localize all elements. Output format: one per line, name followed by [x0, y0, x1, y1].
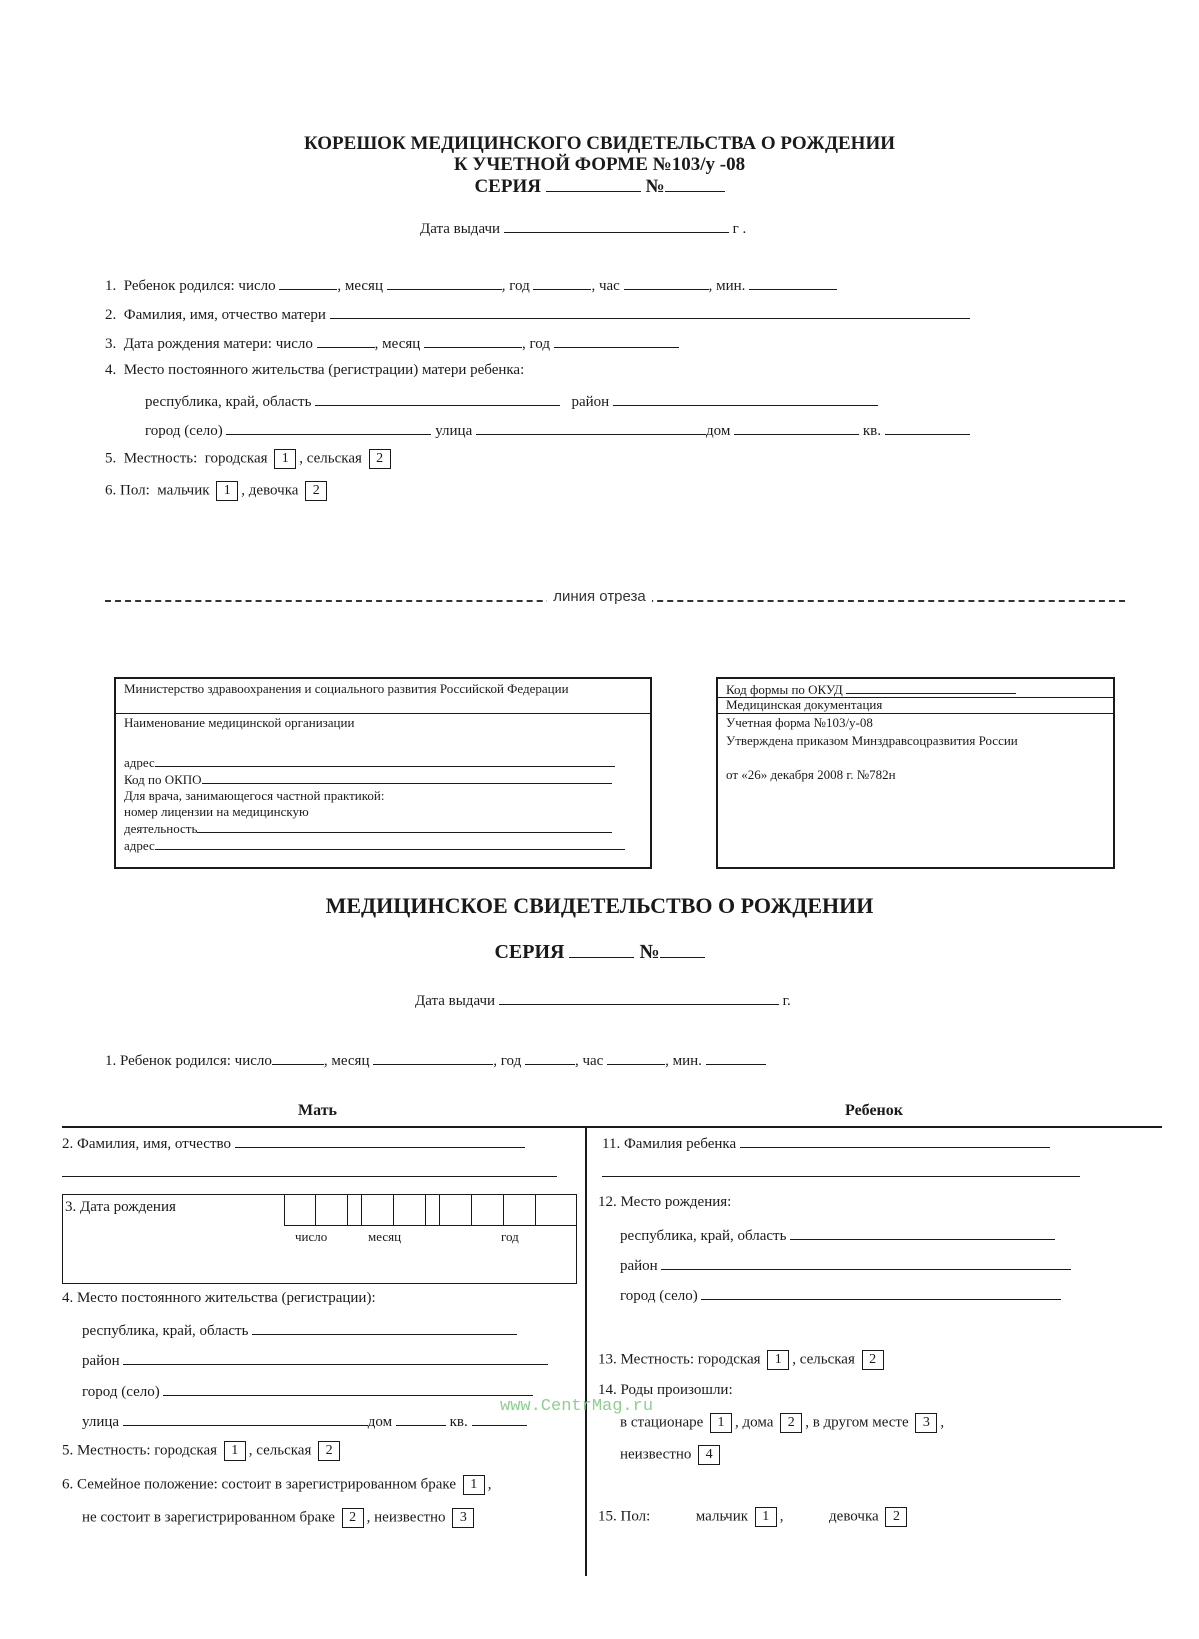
rural-checkbox[interactable]: 2	[369, 449, 391, 469]
stub-item4-city	[145, 420, 970, 440]
month-label: , месяц	[337, 278, 383, 294]
girl-label: девочка	[829, 1508, 879, 1525]
m5-row	[62, 1441, 343, 1461]
stub-issue-date	[420, 218, 746, 238]
address-field[interactable]	[155, 754, 615, 767]
street-field[interactable]	[476, 420, 706, 435]
m2-row	[62, 1133, 525, 1153]
okpo-label: Код по ОКПО	[124, 772, 202, 787]
ministry-text: Министерство здравоохранения и социального развития Российской Федерации	[124, 681, 569, 696]
address-label: адрес	[124, 755, 155, 770]
stub-title-line2: К УЧЕТНОЙ ФОРМЕ №103/у -08	[453, 154, 746, 175]
okud-label: Код формы по ОКУД	[726, 682, 843, 697]
m2-extra-line	[62, 1176, 557, 1177]
house-label: дом	[706, 423, 731, 439]
license-row	[124, 820, 612, 837]
dob-cell	[393, 1195, 394, 1225]
form-number: Учетная форма №103/у-08	[726, 715, 873, 730]
issue-date-label: Дата выдачи	[420, 221, 501, 237]
dob-day-label: число	[295, 1229, 328, 1244]
series-field[interactable]	[569, 943, 634, 958]
item-label: Фамилия, имя, отчество матери	[123, 307, 326, 323]
min-label: , мин.	[665, 1053, 702, 1069]
rural-label: , сельская	[299, 450, 362, 467]
month-field[interactable]	[387, 275, 502, 290]
m4-district-row	[82, 1350, 548, 1370]
item-number: 2.	[105, 307, 117, 323]
house-field[interactable]	[734, 420, 859, 435]
stub-series	[0, 176, 1199, 198]
rural-label: , сельская	[792, 1351, 855, 1368]
dob-cell	[503, 1195, 504, 1225]
child-name-field[interactable]	[740, 1133, 1050, 1148]
stub-item4-region	[145, 391, 878, 411]
series-field[interactable]	[546, 177, 641, 192]
other-place-label: , в другом месте	[805, 1414, 909, 1431]
private-practice-label: Для врача, занимающегося частной практикой:	[124, 788, 385, 803]
number-field[interactable]	[660, 943, 705, 958]
stub-item2	[105, 304, 970, 324]
item-label: Дата рождения матери: число	[123, 336, 313, 352]
hour-label: , час	[591, 278, 620, 294]
city-label: город (село)	[82, 1384, 160, 1400]
rural-checkbox[interactable]: 2	[318, 1441, 340, 1461]
region-label: республика, край, область	[145, 394, 312, 410]
license-line1: номер лицензии на медицинскую	[124, 804, 309, 819]
item-label: Место постоянного жительства (регистрации) матери ребенка:	[123, 362, 525, 378]
year-label: , год	[522, 336, 551, 352]
m4-street-row	[82, 1411, 527, 1431]
city-field[interactable]	[163, 1381, 533, 1396]
c12-label: 12. Место рождения:	[598, 1194, 732, 1210]
stub-item5	[105, 449, 394, 469]
c15-row: 15. Пол: мальчик 1 , девочка 2	[598, 1507, 910, 1527]
m4-city-row	[82, 1381, 533, 1401]
other-place-checkbox[interactable]: 3	[915, 1413, 937, 1433]
district-field[interactable]	[123, 1350, 548, 1365]
hour-label: , час	[574, 1053, 604, 1069]
district-field[interactable]	[661, 1255, 1071, 1270]
c12-district-row	[620, 1255, 1071, 1275]
dob-cell	[535, 1195, 536, 1225]
unknown-label: , неизвестно	[366, 1509, 446, 1526]
boy-label: мальчик	[695, 1508, 749, 1525]
okud-field[interactable]	[846, 681, 1016, 694]
c11-row	[602, 1133, 1050, 1153]
m4-region-row	[82, 1320, 517, 1340]
urban-checkbox[interactable]: 1	[767, 1350, 789, 1370]
frame-divider	[116, 713, 650, 714]
rural-checkbox[interactable]: 2	[862, 1350, 884, 1370]
approval-date: от «26» декабря 2008 г. №782н	[726, 767, 896, 782]
hospital-checkbox[interactable]: 1	[710, 1413, 732, 1433]
item-number: 3.	[105, 336, 117, 352]
rural-label: , сельская	[248, 1442, 312, 1459]
min-field[interactable]	[749, 275, 837, 290]
frame-divider-2	[718, 713, 1113, 714]
cert-item1	[105, 1050, 766, 1070]
city-label: город (село)	[145, 423, 223, 439]
form-info-frame	[716, 677, 1115, 869]
month-field[interactable]	[373, 1050, 493, 1065]
cert-issue-date	[415, 990, 791, 1010]
not-married-checkbox[interactable]: 2	[342, 1508, 364, 1528]
org-address-row	[124, 754, 615, 771]
day-field[interactable]	[317, 333, 375, 348]
hospital-label: в стационаре	[620, 1414, 704, 1431]
boy-checkbox[interactable]: 1	[216, 481, 238, 501]
stub-item4	[105, 362, 524, 379]
district-label: район	[571, 394, 610, 410]
region-field[interactable]	[790, 1225, 1055, 1240]
urban-checkbox[interactable]: 1	[274, 449, 296, 469]
apt-field[interactable]	[885, 420, 970, 435]
girl-checkbox[interactable]: 2	[885, 1507, 907, 1527]
home-label: , дома	[735, 1414, 774, 1431]
district-label: район	[620, 1258, 658, 1274]
month-label: , месяц	[374, 336, 421, 352]
m5-label: 5. Местность: городская	[62, 1442, 218, 1459]
item-label: Пол:	[120, 482, 150, 499]
address2-label: адрес	[124, 838, 155, 853]
mother-name-field[interactable]	[235, 1133, 525, 1148]
year-field[interactable]	[525, 1050, 575, 1065]
cert-series	[0, 941, 1199, 964]
item-label: 1. Ребенок родился: число	[105, 1053, 272, 1069]
region-field[interactable]	[315, 391, 560, 406]
issue-date-label: Дата выдачи	[415, 993, 496, 1009]
approved-by: Утверждена приказом Минздравсоцразвития России	[726, 733, 1018, 748]
c12-region-row	[620, 1225, 1055, 1245]
med-docs-label: Медицинская документация	[726, 697, 883, 712]
girl-checkbox[interactable]: 2	[305, 481, 327, 501]
street-label: улица	[435, 423, 473, 439]
home-checkbox[interactable]: 2	[780, 1413, 802, 1433]
not-married-label: не состоит в зарегистрированном браке	[82, 1509, 335, 1526]
house-field[interactable]	[396, 1411, 446, 1426]
okpo-field[interactable]	[202, 771, 612, 784]
unknown-label: неизвестно	[620, 1446, 692, 1463]
c12-city-row	[620, 1285, 1061, 1305]
item-number: 5.	[105, 450, 117, 467]
watermark-text: www.CentrMag.ru	[500, 1397, 654, 1416]
year-field[interactable]	[554, 333, 679, 348]
dob-cell	[425, 1195, 426, 1225]
region-field[interactable]	[252, 1320, 517, 1335]
dob-year-label: год	[501, 1229, 519, 1244]
item-label: Ребенок родился: число	[123, 278, 276, 294]
min-field[interactable]	[706, 1050, 766, 1065]
series-label: СЕРИЯ	[494, 941, 565, 963]
stub-item1	[105, 275, 837, 295]
c14-label: 14. Роды произошли:	[598, 1382, 733, 1398]
number-field[interactable]	[665, 177, 725, 192]
urban-checkbox[interactable]: 1	[224, 1441, 246, 1461]
month-field[interactable]	[424, 333, 522, 348]
year-label: , год	[501, 278, 530, 294]
year-field[interactable]	[533, 275, 591, 290]
m6-label: 6. Семейное положение: состоит в зарегистрированном браке	[62, 1476, 457, 1493]
hour-field[interactable]	[624, 275, 709, 290]
dob-month-label: месяц	[368, 1229, 402, 1244]
city-label: город (село)	[620, 1288, 698, 1304]
org-info-frame	[114, 677, 652, 869]
unknown-checkbox[interactable]: 4	[698, 1445, 720, 1465]
region-label: республика, край, область	[620, 1228, 787, 1244]
m4-label: 4. Место постоянного жительства (регистрации):	[62, 1290, 376, 1306]
district-field[interactable]	[613, 391, 878, 406]
city-field[interactable]	[701, 1285, 1061, 1300]
c14-row: в стационаре 1 , дома 2 , в другом месте 3 ,	[620, 1413, 944, 1433]
boy-checkbox[interactable]: 1	[755, 1507, 777, 1527]
apt-label: кв.	[449, 1414, 468, 1430]
hour-field[interactable]	[607, 1050, 665, 1065]
dob-cell	[315, 1195, 316, 1225]
address2-row	[124, 837, 625, 854]
c11-label: 11. Фамилия ребенка	[602, 1136, 737, 1152]
column-divider	[585, 1126, 587, 1576]
stub-item6	[105, 481, 330, 501]
dob-cell	[439, 1195, 440, 1225]
day-field[interactable]	[272, 1050, 324, 1065]
child-header: Ребенок	[845, 1102, 903, 1119]
cert-title: МЕДИЦИНСКОЕ СВИДЕТЕЛЬСТВО О РОЖДЕНИИ	[325, 893, 874, 918]
cut-line-label: линия отреза	[547, 588, 652, 605]
item-label: Местность:	[123, 450, 198, 467]
stub-title-line1: КОРЕШОК МЕДИЦИНСКОГО СВИДЕТЕЛЬСТВА О РОЖДЕНИИ	[303, 133, 896, 154]
city-field[interactable]	[226, 420, 431, 435]
boy-label: мальчик	[157, 482, 210, 499]
c13-label: 13. Местность: городская	[598, 1351, 761, 1368]
address2-field[interactable]	[155, 837, 625, 850]
item-number: 1.	[105, 278, 117, 294]
m2-label: 2. Фамилия, имя, отчество	[62, 1136, 231, 1152]
okpo-row	[124, 771, 612, 788]
year-label: , год	[493, 1053, 522, 1069]
married-checkbox[interactable]: 1	[463, 1475, 485, 1495]
district-label: район	[82, 1353, 120, 1369]
c14-row2	[620, 1445, 723, 1465]
series-label: СЕРИЯ	[474, 176, 541, 197]
c15-label: 15. Пол:	[598, 1508, 651, 1525]
license-field[interactable]	[197, 820, 612, 833]
dob-cell	[347, 1195, 348, 1225]
issue-date-field[interactable]	[499, 990, 779, 1005]
c11-extra-line	[602, 1176, 1080, 1177]
okud-row	[726, 681, 1016, 698]
min-label: , мин.	[708, 278, 746, 294]
year-suffix: г.	[782, 993, 791, 1009]
org-name-label: Наименование медицинской организации	[124, 715, 355, 730]
number-label: №	[639, 941, 660, 963]
mother-name-field[interactable]	[330, 304, 970, 319]
dob-box	[62, 1194, 577, 1284]
unknown-checkbox[interactable]: 3	[452, 1508, 474, 1528]
c13-row	[598, 1350, 887, 1370]
region-label: республика, край, область	[82, 1323, 249, 1339]
girl-label: , девочка	[241, 482, 299, 499]
apt-label: кв.	[862, 423, 881, 439]
street-field[interactable]	[123, 1411, 368, 1426]
item-number: 4.	[105, 362, 117, 378]
number-label: №	[645, 176, 665, 197]
dob-cells[interactable]	[284, 1195, 577, 1226]
urban-label: городская	[204, 450, 268, 467]
cut-line-label-wrap	[0, 588, 1199, 606]
issue-date-field[interactable]	[504, 218, 729, 233]
day-field[interactable]	[279, 275, 337, 290]
m6-row: 6. Семейное положение: состоит в зарегистрированном браке 1 ,	[62, 1475, 492, 1495]
header-rule	[62, 1126, 1162, 1128]
m3-label: 3. Дата рождения	[65, 1199, 176, 1215]
license-line2: деятельность	[124, 821, 198, 836]
year-suffix: г .	[732, 221, 747, 237]
dob-cell	[361, 1195, 362, 1225]
item-number: 6.	[105, 482, 117, 499]
stub-item3	[105, 333, 679, 353]
mother-header: Мать	[298, 1102, 338, 1119]
dob-cell	[471, 1195, 472, 1225]
m6-row2	[82, 1508, 477, 1528]
street-label: улица	[82, 1414, 120, 1430]
month-label: , месяц	[323, 1053, 370, 1069]
house-label: дом	[367, 1414, 393, 1430]
